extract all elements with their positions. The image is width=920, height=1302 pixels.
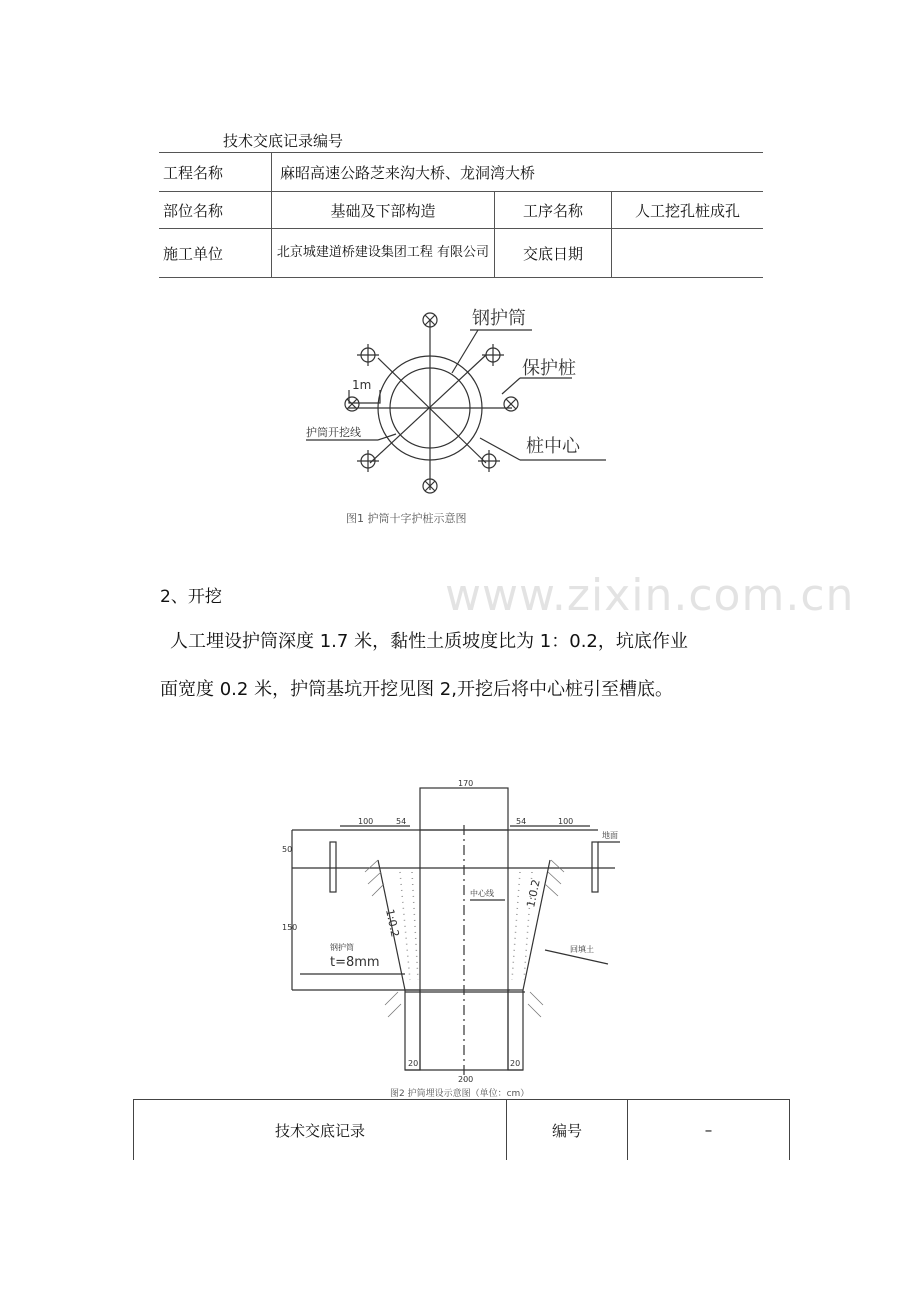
label-pile-center: 桩中心 — [526, 436, 580, 457]
label-steel-casing: 钢护筒 — [472, 308, 526, 329]
figure2-diagram — [280, 780, 640, 1100]
contractor-value: 北京城建道桥建设集团工程 有限公司 — [272, 229, 495, 278]
dim-right-54: 54 — [516, 817, 527, 826]
label-thickness: t=8mm — [330, 955, 380, 970]
dim-depth-150: 150 — [282, 923, 298, 932]
dim-left-54: 54 — [396, 817, 407, 826]
date-value — [612, 229, 764, 278]
figure1-diagram — [300, 298, 640, 533]
footer-number-value: – — [628, 1100, 790, 1161]
slope-left: 1:0.2 — [383, 907, 402, 939]
table-row — [134, 1100, 790, 1161]
process-label: 工序名称 — [495, 192, 612, 229]
dim-top: 170 — [458, 780, 474, 788]
contractor-label: 施工单位 — [159, 229, 272, 278]
section-paragraph-line1: 人工埋设护筒深度 1.7 米，黏性土质坡度比为 1：0.2，坑底作业 — [170, 631, 688, 652]
dim-right-100: 100 — [558, 817, 574, 826]
label-excavation-line: 护筒开挖线 — [306, 426, 361, 439]
label-dimension: 1m — [352, 378, 372, 392]
figure2-caption: 图2 护筒埋设示意图（单位：cm） — [390, 1089, 530, 1099]
section-heading: 2、开挖 — [160, 587, 222, 607]
pile-cap-block — [420, 788, 508, 830]
slope-right: 1:0.2 — [524, 878, 543, 909]
section-paragraph-line2: 面宽度 0.2 米，护筒基坑开挖见图 2,开挖后将中心桩引至槽底。 — [160, 679, 673, 700]
project-name-value: 麻昭高速公路芝来沟大桥、龙洞湾大桥 — [272, 153, 764, 192]
project-name-label: 工程名称 — [159, 153, 272, 192]
watermark: www.zixin.com.cn — [445, 570, 855, 621]
label-protect-pile: 保护桩 — [522, 358, 576, 379]
date-label: 交底日期 — [495, 229, 612, 278]
label-backfill: 回填土 — [570, 945, 594, 954]
dim-left-100: 100 — [358, 817, 374, 826]
label-ground: 地面 — [602, 831, 618, 840]
footer-title: 技术交底记录 — [134, 1100, 507, 1161]
left-casing-rod — [330, 842, 336, 892]
dim-bottom-200: 200 — [458, 1075, 474, 1084]
record-number-title: 技术交底记录编号 — [223, 132, 344, 150]
process-value: 人工挖孔桩成孔 — [612, 192, 764, 229]
part-name-label: 部位名称 — [159, 192, 272, 229]
label-casing: 钢护筒 — [330, 943, 354, 952]
table-row — [159, 153, 763, 192]
dim-bottom-20-left: 20 — [408, 1059, 419, 1068]
table-row — [159, 229, 763, 278]
footer-number-label: 编号 — [507, 1100, 628, 1161]
right-casing-rod — [592, 842, 598, 892]
figure1-caption: 图1 护筒十字护桩示意图 — [346, 512, 467, 525]
footer-table — [133, 1099, 790, 1160]
label-center-line: 中心线 — [470, 889, 494, 898]
part-name-value: 基础及下部构造 — [272, 192, 495, 229]
dim-bottom-20-right: 20 — [510, 1059, 521, 1068]
dim-side-50: 50 — [282, 845, 293, 854]
table-row — [159, 192, 763, 229]
info-table — [159, 152, 763, 278]
